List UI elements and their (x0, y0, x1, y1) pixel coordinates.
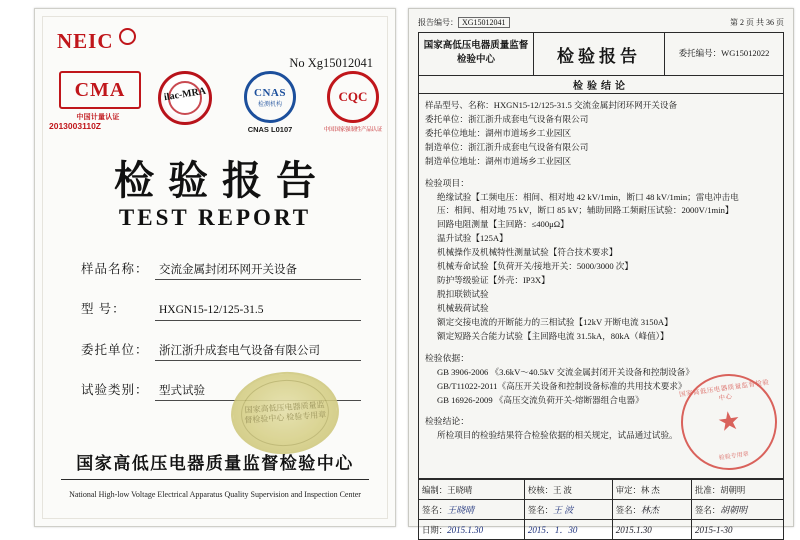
signature-table (418, 479, 784, 540)
neic-logo-text: NEIC (57, 29, 114, 53)
sign-label: 批准： (695, 485, 721, 495)
sign-value: 王晓晴 (447, 485, 473, 495)
report-conclusion-title: 检验结论： (425, 416, 469, 427)
red-seal-bottom-text: 检验专用章 (718, 451, 750, 462)
table-row (419, 520, 784, 540)
report-line: 委托单位地址：湖州市道场乡工业园区 (425, 127, 572, 138)
report-header-table (418, 32, 784, 76)
handwritten-signature: 林杰 (640, 505, 659, 515)
report-item: 绝缘试验【工频电压：相间、相对地 42 kV/1min，断口 48 kV/1min；雷电冲击电 (437, 191, 739, 202)
registered-mark-icon (119, 28, 136, 45)
report-item: 防护等级验证【外壳：IP3X】 (437, 275, 550, 286)
ilac-mra-badge (149, 71, 221, 125)
sign-label: 编制： (422, 485, 448, 495)
report-item: 压：相间、相对地 75 kV，断口 85 kV；辅助回路工频耐压试验：2000V/1min】 (437, 205, 734, 216)
cover-field-row (81, 299, 361, 321)
handwritten-date: 2015.1.30 (615, 524, 652, 535)
ilac-badge-label: ilac-MRA (163, 85, 207, 104)
sign-signature-cell (612, 500, 691, 520)
cma-certificate-number: 2013003110Z (49, 121, 101, 131)
sign-date-cell (524, 520, 612, 540)
sign-date-cell (419, 520, 525, 540)
sign-role-label (612, 480, 691, 500)
cover-field-value: HXGN15-12/125-31.5 (155, 304, 361, 321)
report-line: 委托单位：浙江浙升成套电气设备有限公司 (425, 113, 589, 124)
cover-field-value: 型式试验 (155, 382, 361, 401)
report-item: 机械寿命试验【负荷开关/接地开关：5000/3000 次】 (437, 261, 633, 272)
cma-badge-text: CMA (74, 78, 126, 101)
report-item: 额定交接电流的开断能力的三相试验【12kV 开断电流 3150A】 (437, 316, 673, 327)
sign-signature-cell (692, 500, 784, 520)
handwritten-signature: 王晓晴 (447, 505, 475, 515)
star-icon: ★ (715, 405, 743, 438)
report-item: 机械操作及机械特性测量试验【符合技术要求】 (437, 247, 618, 258)
cnas-badge-text: CNAS (254, 86, 286, 99)
handwritten-date: 2015．1．30 (527, 525, 578, 535)
cover-field-value: 交流金属封闭环网开关设备 (155, 261, 361, 280)
cqc-ring-icon (327, 71, 379, 123)
cover-field-row (81, 340, 361, 361)
report-items-title: 检验项目： (425, 177, 469, 188)
report-entrust-value: WG15012022 (721, 48, 770, 59)
sign-signature-cell (419, 500, 525, 520)
cover-title-en: TEST REPORT (118, 205, 312, 230)
sign-role-label (419, 480, 525, 500)
report-number-block (418, 17, 510, 28)
report-line: 样品型号、名称：HXGN15-12/125-31.5 交流金属封闭环网开关设备 (425, 100, 678, 110)
cnas-registration-no: CNAS L0107 (247, 125, 293, 134)
report-body (418, 94, 784, 479)
cover-footer-divider (61, 479, 369, 480)
report-basis: GB 16926-2009 《高压交流负荷开关-熔断器组合电器》 (437, 394, 644, 405)
spacer (425, 344, 777, 348)
report-content (418, 17, 784, 535)
report-section-band: 检验结论 (418, 76, 784, 94)
cnas-badge-subcn: 检测机构 (257, 101, 282, 108)
cover-field-value: 浙江浙升成套电气设备有限公司 (155, 342, 361, 361)
report-number-label: 报告编号： (418, 18, 458, 27)
cnas-badge (233, 71, 307, 134)
report-basis: GB 3906-2006 《3.6kV～40.5kV 交流金属封闭开关设备和控制设备》 (437, 366, 694, 377)
handwritten-signature: 胡朝明 (720, 505, 748, 515)
cover-title-cn: 检验报告 (114, 158, 330, 203)
cover-footer-cn: 国家高低压电器质量监督检验中心 (76, 454, 354, 473)
cover-field-label: 委托单位： (81, 343, 149, 357)
handwritten-date: 2015.1.30 (447, 524, 484, 535)
cma-badge-box (59, 71, 141, 109)
cqc-badge-sub: 中国国家强制性产品认证 (323, 127, 383, 133)
cover-footer-en: National High-low Voltage Electrical Apparatus Quality Supervision and Inspection Center (69, 490, 361, 499)
report-org-name: 国家高低压电器质量监督检验中心 (419, 33, 534, 75)
red-seal-top-text: 国家高低压电器质量监督检验中心 (678, 379, 770, 403)
sign-label: 签名： (695, 506, 721, 515)
cover-field-label: 型 号： (81, 302, 126, 316)
cma-badge (59, 71, 137, 122)
report-number-value: XG15012041 (458, 17, 510, 28)
sign-label: 签名： (422, 506, 448, 515)
cover-doc-number: No Xg15012041 (289, 56, 373, 70)
cover-seal-text: 国家高低压电器质量监督检验中心 检验专用章 (244, 399, 327, 425)
cqc-badge-text: CQC (338, 89, 368, 104)
cover-page (34, 8, 396, 527)
cqc-badge (315, 71, 391, 133)
report-item: 回路电阻测量【主回路：≤400μΩ】 (437, 219, 569, 230)
cover-field-row (81, 259, 361, 280)
report-item: 脱扣联锁试验 (437, 289, 489, 300)
sign-label: 校核： (527, 485, 554, 495)
report-item: 额定短路关合能力试验【主回路电流 31.5kA，80kA（峰值）】 (437, 330, 669, 341)
report-conclusion: 所检项目的检验结果符合检验依据的相关规定，试品通过试验。 (437, 430, 678, 441)
sign-date-cell (692, 520, 784, 540)
sign-role-label (692, 480, 784, 500)
report-entrust-label: 委托编号： (678, 48, 722, 59)
table-row (419, 500, 784, 520)
report-line: 制造单位地址：湖州市道场乡工业园区 (425, 155, 572, 166)
report-topline (418, 17, 784, 28)
handwritten-date: 2015-1-30 (695, 524, 733, 535)
report-entrust-number (665, 33, 783, 75)
sign-role-label (524, 480, 612, 500)
cover-field-label: 试验类别： (81, 383, 149, 397)
report-page-indicator: 第 2 页 共 36 页 (730, 18, 784, 27)
accreditation-badges (53, 71, 383, 134)
report-basis: GB/T11022-2011《高压开关设备和控制设备标准的共用技术要求》 (437, 380, 687, 391)
sign-label: 签名： (615, 506, 641, 515)
sign-label: 日期： (422, 525, 448, 535)
sign-value: 胡朝明 (720, 485, 746, 495)
report-item: 温升试验【125A】 (437, 233, 508, 244)
cma-badge-sub: 中国计量认证 (76, 114, 120, 121)
cnas-ring-icon (244, 71, 296, 123)
report-basis-title: 检验依据： (425, 352, 469, 363)
report-line: 制造单位：浙江浙升成套电气设备有限公司 (425, 141, 589, 152)
sign-value: 王 波 (553, 485, 572, 495)
sign-value: 林 杰 (640, 485, 660, 495)
sign-date-cell (612, 520, 691, 540)
report-item: 机械载荷试验 (437, 302, 489, 313)
cover-field-label: 样品名称： (81, 262, 149, 276)
sign-label: 签名： (527, 506, 554, 515)
handwritten-signature: 王 波 (553, 505, 574, 515)
table-row (419, 480, 784, 500)
report-page (408, 8, 794, 535)
sign-label: 审定： (615, 485, 641, 495)
sign-signature-cell (524, 500, 612, 520)
spacer (425, 169, 777, 173)
report-title: 检验报告 (534, 33, 665, 75)
neic-logo (57, 29, 136, 54)
